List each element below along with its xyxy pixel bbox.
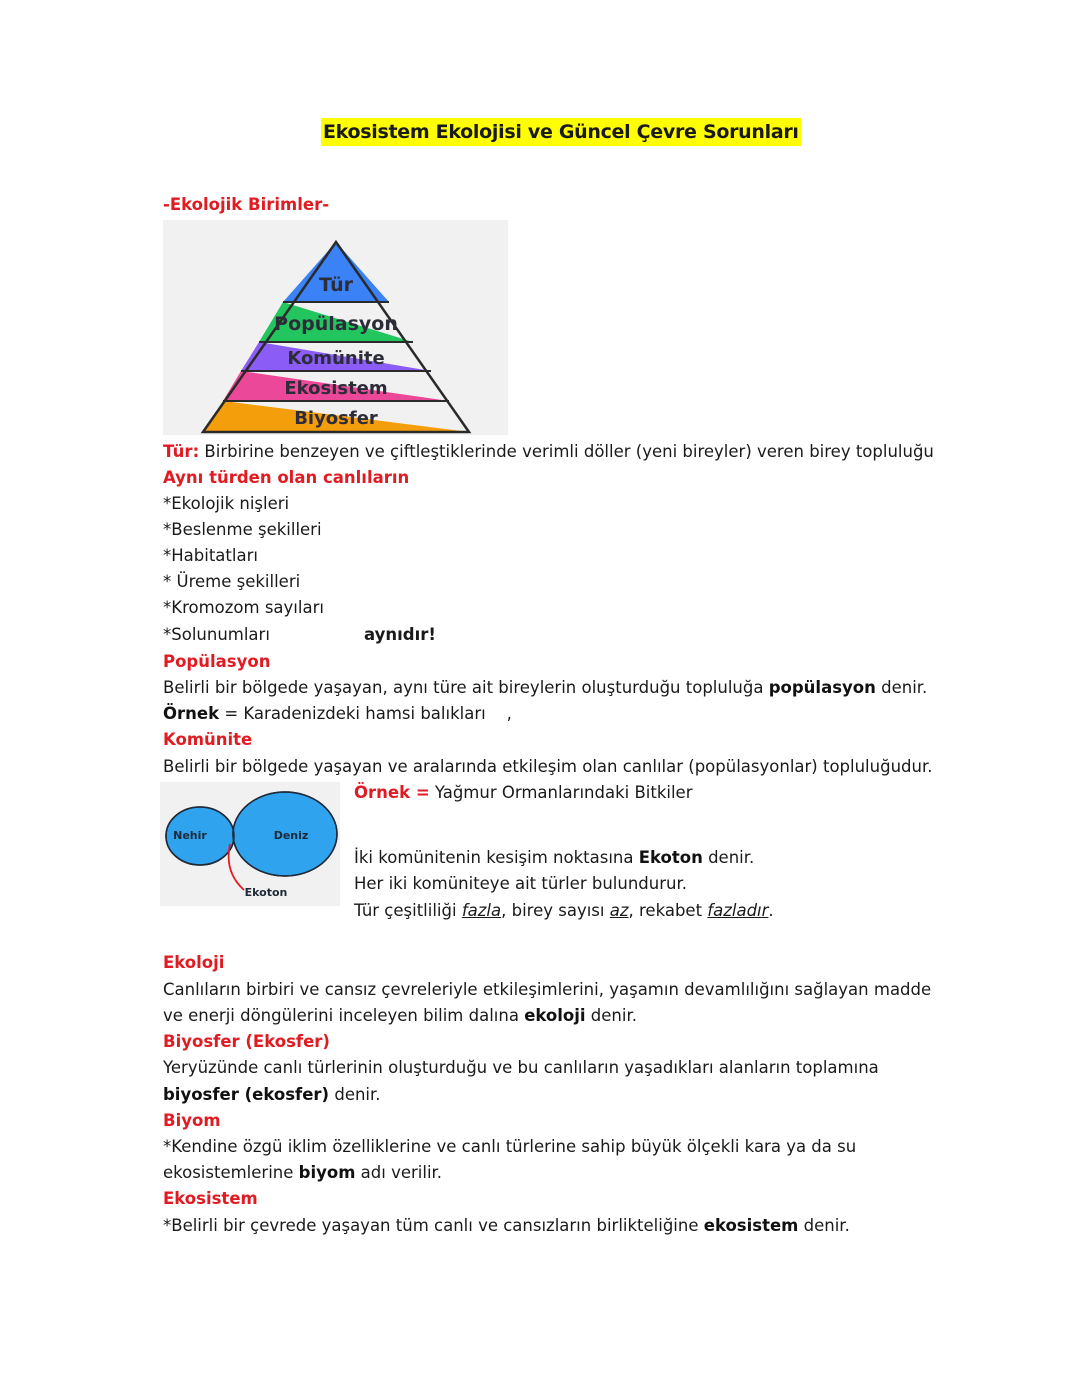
biyosfer-line-2: biyosfer (ekosfer) denir. (163, 1085, 381, 1104)
list-item: *Beslenme şekilleri (163, 520, 322, 539)
list-item: *Kromozom sayıları (163, 598, 324, 617)
ekoton-venn-diagram (160, 782, 340, 906)
biyosfer-heading: Biyosfer (Ekosfer) (163, 1032, 330, 1051)
populasyon-definition: Belirli bir bölgede yaşayan, aynı türe ait bireylerin oluşturduğu topluluğa popülasyon denir. (163, 678, 928, 697)
biyom-heading: Biyom (163, 1111, 221, 1130)
ekoton-line-1: İki komünitenin kesişim noktasına Ekoton denir. (354, 848, 755, 867)
ekoloji-line-1: Canlıların birbiri ve cansız çevreleriyle etkileşimlerini, yaşamın devamlılığını sağlayan madde (163, 980, 932, 999)
komunite-example: Örnek = Yağmur Ormanlarındaki Bitkiler (354, 783, 693, 802)
same-species-heading: Aynı türden olan canlıların (163, 468, 410, 487)
biyosfer-line-1: Yeryüzünde canlı türlerinin oluşturduğu ve bu canlıların yaşadıkları alanların toplamına (163, 1058, 879, 1077)
ecological-units-pyramid (163, 220, 508, 435)
ekoloji-line-2: ve enerji döngülerini inceleyen bilim dalına ekoloji denir. (163, 1006, 637, 1025)
ekosistem-heading: Ekosistem (163, 1189, 258, 1208)
venn-label-ekoton: Ekoton (244, 886, 288, 899)
ekoloji-heading: Ekoloji (163, 953, 225, 972)
venn-label-deniz: Deniz (273, 829, 309, 842)
tur-definition: Tür: Birbirine benzeyen ve çiftleştiklerinde verimli döller (yeni bireyler) veren birey topluluğu (163, 442, 934, 461)
pyramid-label-ekosistem: Ekosistem (284, 378, 388, 399)
list-item: *Solunumları (163, 625, 270, 644)
pyramid-label-komunite: Komünite (287, 348, 385, 369)
ekoton-line-2: Her iki komüniteye ait türler bulundurur. (354, 874, 687, 893)
pyramid-label-biyosfer: Biyosfer (294, 408, 378, 429)
komunite-definition: Belirli bir bölgede yaşayan ve aralarında etkileşim olan canlılar (popülasyonlar) topluluğudur. (163, 757, 933, 776)
ekosistem-line-1: *Belirli bir çevrede yaşayan tüm canlı ve cansızların birlikteliğine ekosistem denir. (163, 1216, 850, 1235)
pyramid-label-populasyon: Popülasyon (274, 313, 398, 335)
biyom-line-2: ekosistemlerine biyom adı verilir. (163, 1163, 443, 1182)
pyramid-label-tur: Tür (318, 274, 354, 296)
list-item: * Üreme şekilleri (163, 572, 301, 591)
ekoton-line-3: Tür çeşitliliği fazla, birey sayısı az, rekabet fazladır. (354, 901, 774, 920)
page-title: Ekosistem Ekolojisi ve Güncel Çevre Sorunları (321, 118, 801, 146)
biyom-line-1: *Kendine özgü iklim özelliklerine ve canlı türlerine sahip büyük ölçekli kara ya da su (163, 1137, 857, 1156)
list-item: *Ekolojik nişleri (163, 494, 290, 513)
list-item: *Habitatları (163, 546, 258, 565)
venn-label-nehir: Nehir (173, 829, 207, 842)
section-heading: -Ekolojik Birimler- (163, 195, 330, 214)
komunite-heading: Komünite (163, 730, 253, 749)
populasyon-heading: Popülasyon (163, 652, 271, 671)
populasyon-example: Örnek = Karadenizdeki hamsi balıkları , (163, 704, 512, 723)
conclusion-text: aynıdır! (364, 625, 436, 644)
